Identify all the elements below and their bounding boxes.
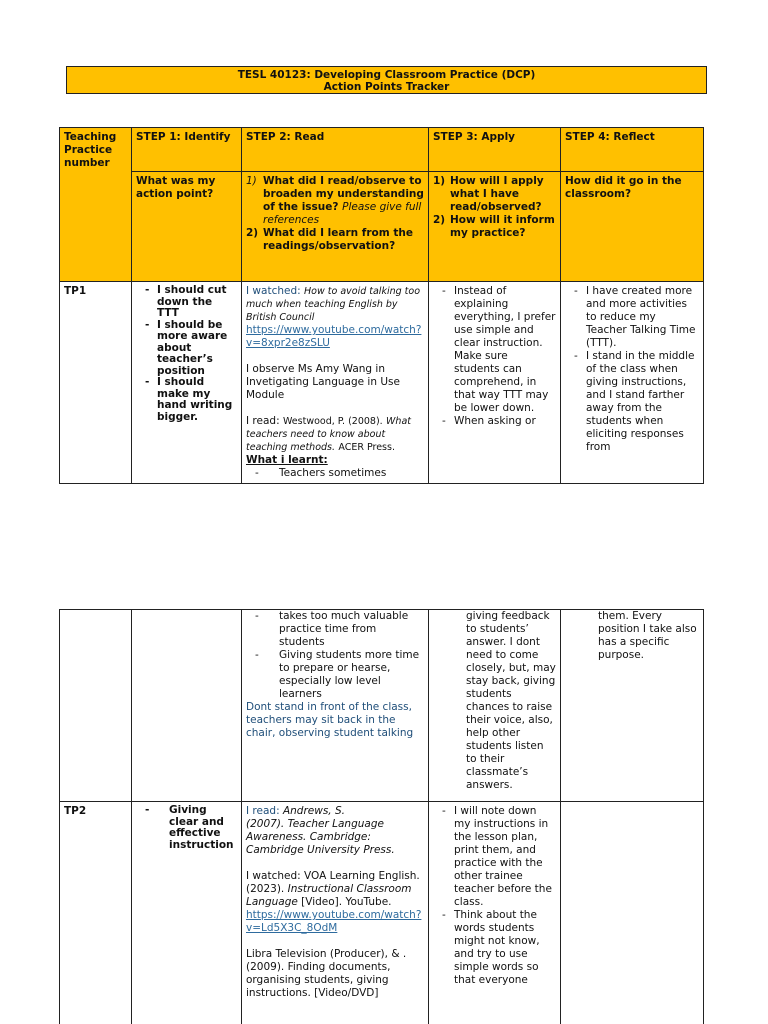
tp1-cont-reflect: [561, 610, 704, 802]
step2-question-2: 2) What did I learn from the readings/observation?: [246, 227, 413, 252]
tp1-reflect: [561, 282, 704, 484]
document-title: TESL 40123: Developing Classroom Practice (DCP): [237, 69, 536, 81]
tp1-observe: I observe Ms Amy Wang in Invetigating Language in Use Module: [246, 363, 400, 401]
tp1-cont-apply: [429, 610, 561, 802]
list-item: - I should cut down the TTT: [136, 285, 237, 320]
tp1-apply: [429, 282, 561, 484]
tp2-read-ref: (2007). Teacher Language Awareness. Cambridge: Cambridge University Press.: [246, 818, 395, 856]
tp2-apply: [429, 802, 561, 1024]
tp2-read: I read: Andrews, S. (2007). Teacher Language Awareness. Cambridge: Cambridge University Press. I watched: VOA Learning English. (2023). Instructional Classroom Language [Video]. YouTube. https://www.youtube.com/watch?v=Ld5X3C_8OdM Libra Television (Producer), & . (2009). Finding documents, organising students, giving instructions. [Video/DVD]: [242, 802, 429, 1024]
subheader-step2: [242, 172, 429, 282]
list-item: - Giving clear and effective instruction: [136, 805, 237, 851]
tp1-action-points: [132, 282, 242, 484]
step3-question-1: 1) How will I apply what I have read/observed?: [433, 175, 544, 213]
tp2-label: TP2: [60, 802, 132, 1024]
tp1-watched-title: How to avoid talking too much when teaching English by British Council: [246, 286, 421, 323]
list-item: - When asking or: [433, 415, 556, 428]
step3-question-2: 2) How will it inform my practice?: [433, 214, 555, 239]
tp1-label: TP1: [60, 282, 132, 484]
header-step2: STEP 2: Read: [242, 128, 429, 172]
subheader-step4: How did it go in the classroom?: [561, 172, 704, 282]
tp1-cont-read-note: Dont stand in front of the class, teachers may sit back in the chair, observing student talking: [246, 701, 414, 739]
tracker-table-continued: [59, 609, 704, 1024]
tp1-cont-label: [60, 610, 132, 802]
tp2-reflect: [561, 802, 704, 1024]
tp2-libra: Libra Television (Producer), & . (2009). Finding documents, organising students, giving instructions. [Video/DVD]: [246, 948, 407, 999]
step2-question-1: 1) What did I read/observe to broaden my understanding of the issue? Please give full references: [246, 175, 424, 226]
tp1-cont-read: [242, 610, 429, 802]
subheader-step3: [429, 172, 561, 282]
tp1-cont-apply-text: giving feedback to students’ answer. I dont need to come closely, but, may stay back, giving students chances to raise their voice, also, help other students listen to their classmate’s answers.: [466, 610, 556, 791]
list-item: - I stand in the middle of the class when giving instructions, and I stand farther away from the students when eliciting responses from: [565, 350, 699, 454]
document-subtitle: Action Points Tracker: [323, 81, 450, 93]
tp1-watched-link[interactable]: https://www.youtube.com/watch?v=8xpr2e8zSLU: [246, 324, 422, 349]
tp1-cont-reflect-text: them. Every position I take also has a specific purpose.: [598, 610, 697, 661]
document-title-box: [66, 66, 707, 94]
tracker-table: [59, 127, 704, 484]
subheader-step1: What was my action point?: [132, 172, 242, 282]
header-teaching-practice: Teaching Practice number: [60, 128, 132, 282]
list-item: - Giving students more time to prepare or hearse, especially low level learners: [246, 649, 424, 701]
list-item: - takes too much valuable practice time from students: [246, 610, 424, 649]
tp2-action-points: [132, 802, 242, 1024]
tp1-watched-label: I watched:: [246, 285, 301, 297]
tp1-read: I watched: How to avoid talking too much when teaching English by British Council https://www.youtube.com/watch?v=8xpr2e8zSLU I observe Ms Amy Wang in Invetigating Language in Use Module I read: Westwood, P. (2008). What teachers need to know about teaching methods. ACER Press. What i learnt: - Teachers sometimes: [242, 282, 429, 484]
tp1-cont-action-points: [132, 610, 242, 802]
list-item: - Instead of explaining everything, I prefer use simple and clear instruction. Make sure students can comprehend, in that way TTT may be lower down.: [433, 285, 556, 415]
header-step4: STEP 4: Reflect: [561, 128, 704, 172]
step2-question-1-note: Please give full references: [263, 201, 422, 226]
header-step1: STEP 1: Identify: [132, 128, 242, 172]
list-item: - I should make my hand writing bigger.: [136, 377, 237, 423]
tp2-watched-link[interactable]: https://www.youtube.com/watch?v=Ld5X3C_8OdM: [246, 909, 422, 934]
list-item: - I should be more aware about teacher’s position: [136, 320, 237, 378]
list-item: - Teachers sometimes: [246, 467, 424, 480]
list-item: - Think about the words students might not know, and try to use simple words so that everyone: [433, 909, 556, 987]
list-item: - I will note down my instructions in the lesson plan, print them, and practice with the other trainee teacher before the class.: [433, 805, 556, 909]
list-item: - I have created more and more activities to reduce my Teacher Talking Time (TTT).: [565, 285, 699, 350]
header-step3: STEP 3: Apply: [429, 128, 561, 172]
tp1-learnt-label: What i learnt:: [246, 454, 328, 466]
